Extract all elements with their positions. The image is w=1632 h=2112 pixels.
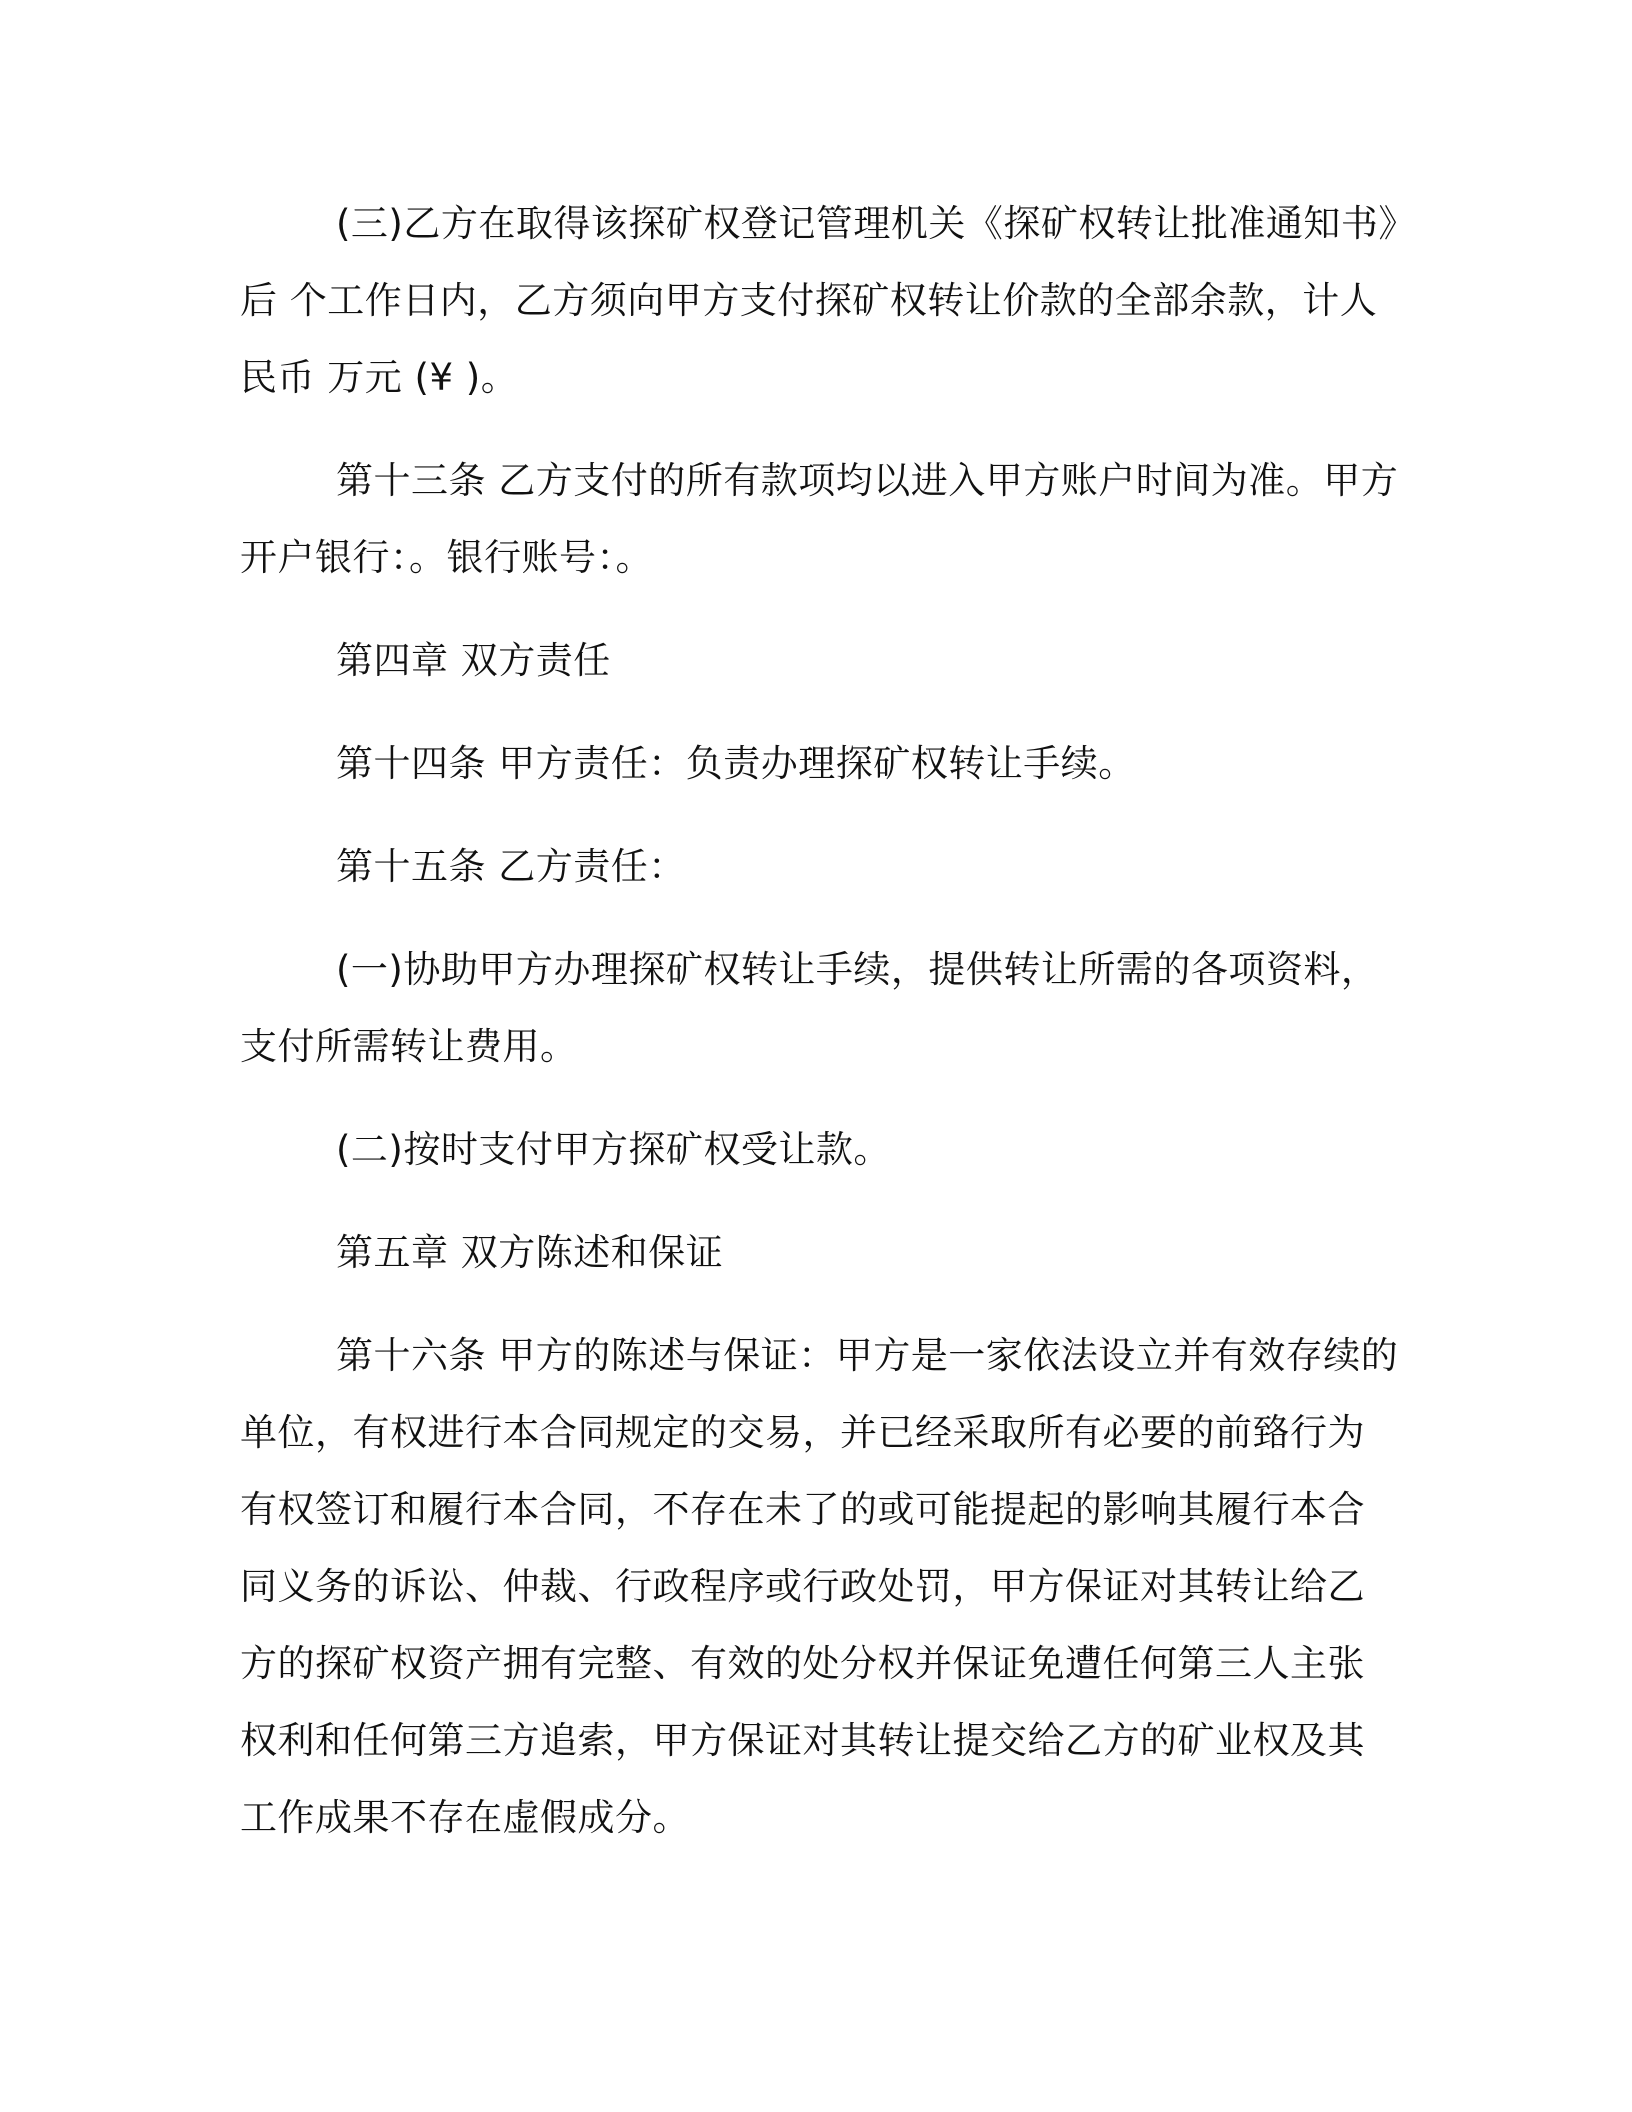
paragraph-item-2 [240,1111,1400,1188]
text-line: 第十四条 甲方责任：负责办理探矿权转让手续。 [336,742,1136,785]
text-line: 第十五条 乙方责任： [336,845,686,888]
paragraph-article-15 [240,828,1400,905]
chapter-heading-4 [240,622,1400,699]
paragraph-item-1 [240,931,1400,1085]
text-line: 同义务的诉讼、仲裁、行政程序或行政处罚，甲方保证对其转让给乙 [240,1565,1365,1608]
text-line: 支付所需转让费用。 [240,1025,578,1068]
paragraph-article-14 [240,725,1400,802]
text-line: 第十六条 甲方的陈述与保证：甲方是一家依法设立并有效存续的 [336,1334,1399,1377]
text-line: 第五章 双方陈述和保证 [336,1231,724,1274]
text-line: 工作成果不存在虚假成分。 [240,1796,690,1839]
text-line: 开户银行：。银行账号：。 [240,536,653,579]
text-line: 权利和任何第三方追索，甲方保证对其转让提交给乙方的矿业权及其 [240,1719,1365,1762]
paragraph-article-16 [240,1317,1400,1856]
text-line: 第十三条 乙方支付的所有款项均以进入甲方账户时间为准。甲方 [336,459,1399,502]
paragraph-payment-balance [240,185,1416,416]
text-line: 单位，有权进行本合同规定的交易，并已经采取所有必要的前臵行为 [240,1411,1365,1454]
text-line: 第四章 双方责任 [336,639,611,682]
chapter-heading-5 [240,1214,1400,1291]
text-line: 有权签订和履行本合同，不存在未了的或可能提起的影响其履行本合 [240,1488,1365,1531]
text-line: (三)乙方在取得该探矿权登记管理机关《探矿权转让批准通知书》 [336,202,1416,245]
text-line: 方的探矿权资产拥有完整、有效的处分权并保证免遭任何第三人主张 [240,1642,1365,1685]
text-line: 民币 万元 (¥ )。 [240,356,519,399]
text-line: 后 个工作日内，乙方须向甲方支付探矿权转让价款的全部余款，计人 [240,279,1378,322]
text-line: (二)按时支付甲方探矿权受让款。 [336,1128,891,1171]
paragraph-article-13 [240,442,1400,596]
document-body [240,185,1416,1882]
text-line: (一)协助甲方办理探矿权转让手续，提供转让所需的各项资料， [336,948,1379,991]
